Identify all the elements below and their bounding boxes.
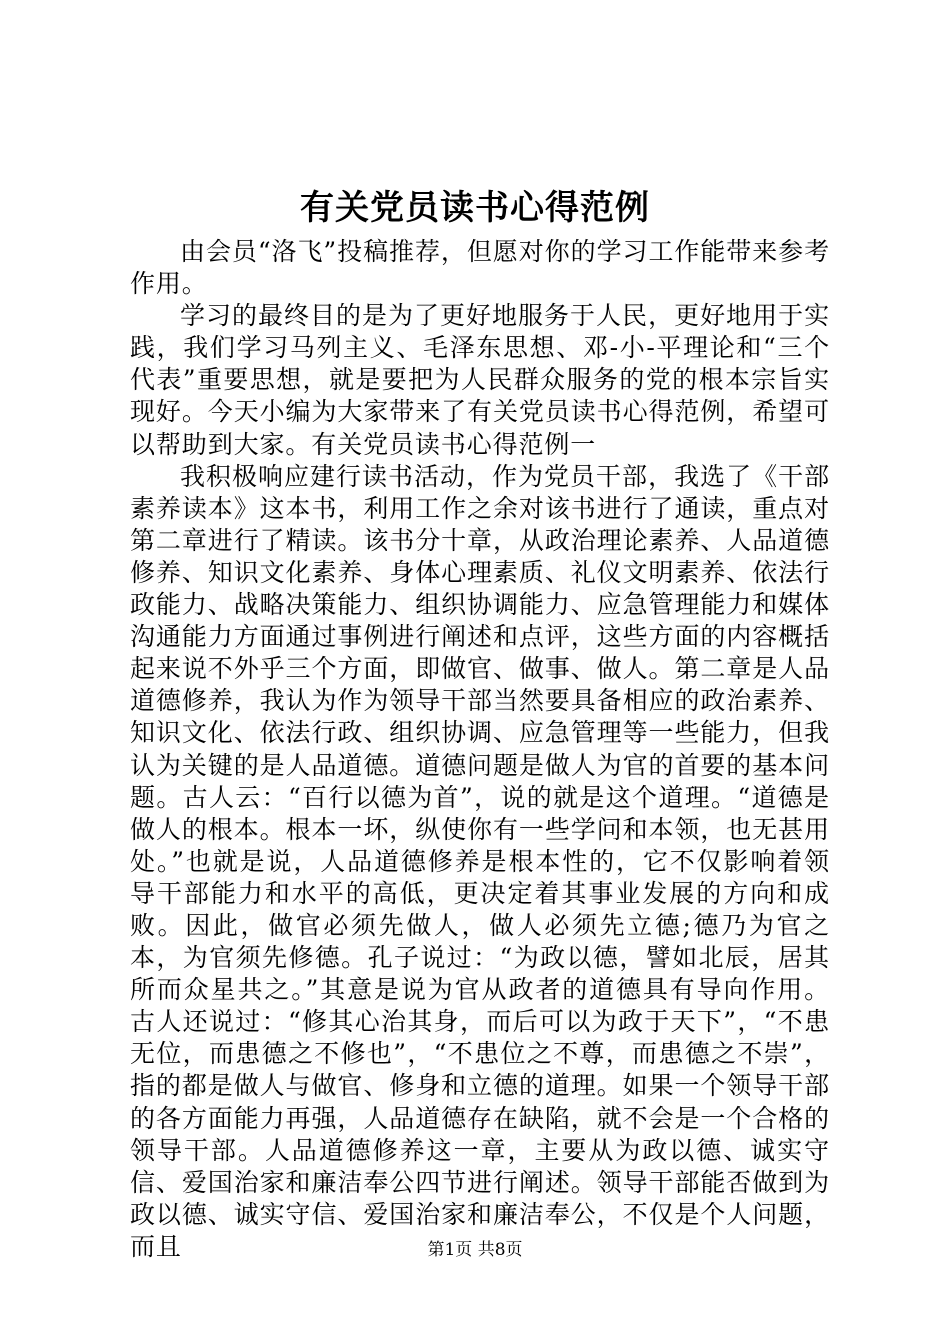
document-body <box>130 236 830 1263</box>
paragraph-purpose: 学习的最终目的是为了更好地服务于人民，更好地用于实践，我们学习马列主义、毛泽东思想、邓-小-平理论和“三个代表”重要思想，就是要把为人民群众服务的党的根本宗旨实现好。今天小编为大家带来了有关党员读书心得范例，希望可以帮助到大家。有关党员读书心得范例一 <box>130 301 830 459</box>
paragraph-intro: 由会员“洛飞”投稿推荐，但愿对你的学习工作能带来参考作用。 <box>130 237 830 299</box>
paragraph-main: 我积极响应建行读书活动，作为党员干部，我选了《干部素养读本》这本书，利用工作之余对该书进行了通读，重点对第二章进行了精读。该书分十章，从政治理论素养、人品道德修养、知识文化素养、身体心理素质、礼仪文明素养、依法行政能力、战略决策能力、组织协调能力、应急管理能力和媒体沟通能力方面通过事例进行阐述和点评，这些方面的内容概括起来说不外乎三个方面，即做官、做事、做人。第二章是人品道德修养，我认为作为领导干部当然要具备相应的政治素养、知识文化、依法行政、组织协调、应急管理等一些能力，但我认为关键的是人品道德。道德问题是做人为官的首要的基本问题。古人云：“百行以德为首”，说的就是这个道理。“道德是做人的根本。根本一坏，纵使你有一些学问和本领，也无甚用处。”也就是说，人品道德修养是根本性的，它不仅影响着领导干部能力和水平的高低，更决定着其事业发展的方向和成败。因此，做官必须先做人，做人必须先立德;德乃为官之本，为官须先修德。孔子说过：“为政以德，譬如北辰，居其所而众星共之。”其意是说为官从政者的道德具有导向作用。古人还说过：“修其心治其身，而后可以为政于天下”，“不患无位，而患德之不修也”，“不患位之不尊，而患德之不崇”，指的都是做人与做官、修身和立德的道理。如果一个领导干部的各方面能力再强，人品道德存在缺陷，就不会是一个合格的领导干部。人品道德修养这一章，主要从为政以德、诚实守信、爱国治家和廉洁奉公四节进行阐述。领导干部能否做到为政以德、诚实守信、爱国治家和廉洁奉公，不仅是个人问题，而且 <box>130 461 830 1261</box>
document-title: 有关党员读书心得范例 <box>300 188 650 228</box>
page-number-footer: 第1页 共8页 <box>427 1240 523 1260</box>
